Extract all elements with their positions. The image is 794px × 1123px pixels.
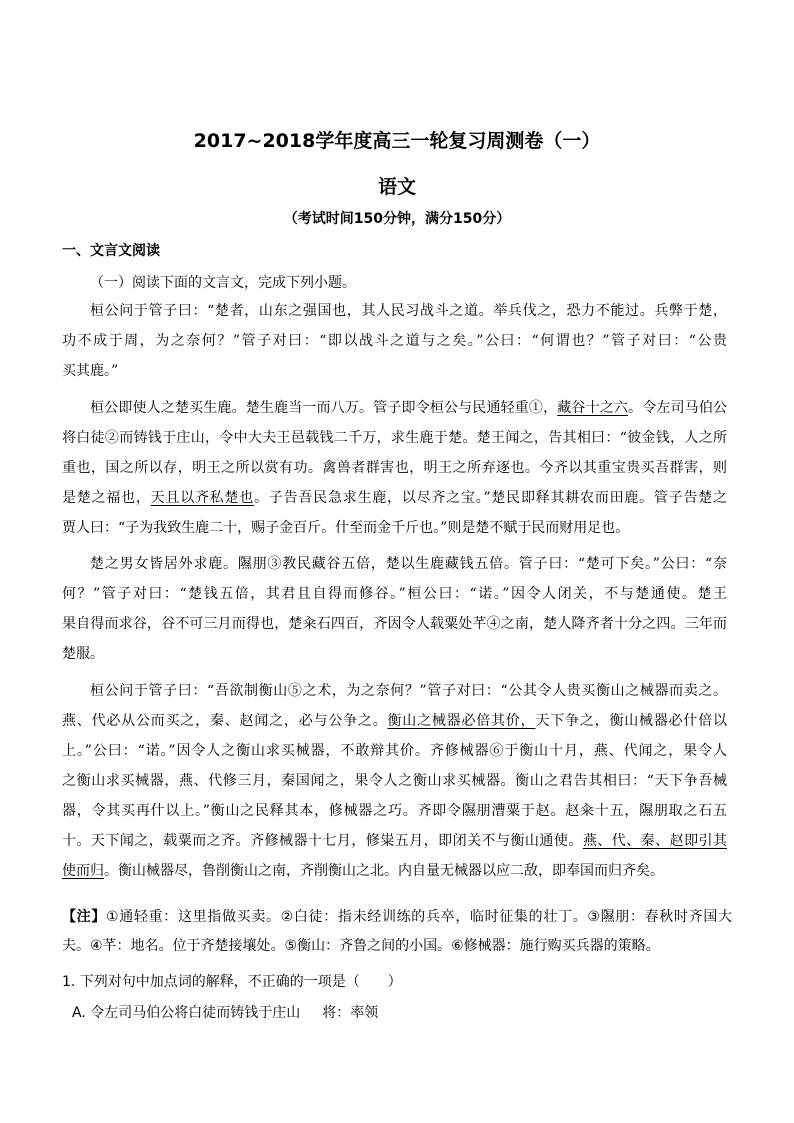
section-heading: 一、文言文阅读 (62, 243, 160, 259)
note-text: ①通轻重：这里指做买卖。②白徒：指未经训练的兵卒，临时征集的壮丁。③隰朋：春秋时齐国大 (106, 909, 732, 925)
underlined-phrase: 燕、代、秦、赵即引其 (582, 833, 727, 849)
passage-paragraph-2 (62, 393, 727, 543)
passage-line (62, 826, 727, 856)
passage-line: 何？”管子对曰：“楚钱五倍，其君且自得而修谷。”桓公曰：“诺。”因令人闭关，不与楚通使。楚王 (62, 586, 727, 602)
passage-paragraph-1 (62, 296, 727, 386)
passage-line: 桓公问于管子曰：“吾欲制衡山⑤之术，为之奈何？”管子对曰：“公其令人贵买衡山之械器而卖之。 (90, 683, 727, 699)
passage-paragraph-4 (62, 676, 727, 886)
note-line: 夫。④芊：地名。位于齐楚接壤处。⑤衡山：齐鲁之间的小国。⑥修械器：施行购买兵器的策略。 (62, 938, 660, 954)
question-1-option-a[interactable] (72, 1002, 378, 1022)
text-segment: 天下争之，衡山械器必什倍以 (535, 713, 727, 729)
text-segment: 。令左司马伯公 (628, 400, 727, 416)
passage-line (62, 856, 727, 886)
note-line (62, 903, 732, 932)
passage-line (62, 483, 727, 513)
subject-title: 语文 (377, 176, 416, 198)
passage-line: 重也，国之所以存，明王之所以赏有功。禽兽者群害也，明王之所弃逐也。今齐以其重宝贵买吾群害，则 (62, 460, 727, 476)
text-segment: 。子告吾民急求生鹿，以尽齐之宝。”楚民即释其耕农而田鹿。管子告楚之 (254, 490, 727, 506)
passage-line: 楚服。 (62, 646, 104, 662)
passage-line (62, 706, 727, 736)
exam-info: （考试时间150分钟，满分150分） (283, 211, 511, 227)
underlined-phrase: 衡山之械器必倍其价， (387, 713, 536, 729)
passage-line: 买其鹿。” (62, 363, 119, 379)
underlined-phrase: 使而归 (62, 863, 104, 879)
section-instruction: （一）阅读下面的文言文，完成下列小题。 (90, 275, 356, 291)
underlined-phrase: 天且以齐私楚也 (150, 490, 255, 506)
passage-line: 功不成于周，为之奈何？”管子对曰：“即以战斗之道与之矣。”公曰：“何谓也？”管子对曰：“公贵 (62, 333, 727, 349)
text-segment: 燕、代必从公而买之，秦、赵闻之，必与公争之。 (62, 713, 388, 729)
underlined-phrase: 藏谷十之六 (557, 400, 629, 416)
passage-line: 桓公问于管子曰：“楚者，山东之强国也，其人民习战斗之道。举兵伐之，恐力不能过。兵弊于楚， (90, 303, 727, 319)
passage-line: 楚之男女皆居外求鹿。隰朋③教民藏谷五倍，楚以生鹿藏钱五倍。管子曰：“楚可下矣。”公曰：“奈 (90, 556, 727, 572)
annotation-note (62, 903, 732, 961)
passage-line: 果自得而求谷，谷不可三月而得也，楚籴石四百，齐因令人载粟处芊④之南，楚人降齐者十分之四。三年而 (62, 616, 727, 632)
passage-line: 上。”公曰：“诺。”因令人之衡山求买械器，不敢辩其价。齐修械器⑥于衡山十月，燕、代闻之，果令人 (62, 743, 727, 759)
option-a-sentence: A. 令左司马伯公将白徒而铸钱于庄山 (72, 1005, 301, 1021)
passage-line (62, 393, 727, 423)
note-label: 【注】 (62, 909, 107, 925)
passage-line: 将白徒②而铸钱于庄山，令中大夫王邑载钱二千万，求生鹿于楚。楚王闻之，告其相曰：“彼金钱，人之所 (62, 430, 727, 446)
passage-paragraph-3 (62, 549, 727, 669)
option-a-answer: 将：率领 (322, 1005, 379, 1021)
question-1-stem: 1. 下列对句中加点词的解释，不正确的一项是（ ） (62, 974, 402, 990)
passage-line: 器，令其买再什以上。”衡山之民释其本，修械器之巧。齐即令隰朋漕粟于赵。赵籴十五，隰朋取之石五 (62, 803, 727, 819)
passage-line: 贾人曰：“子为我致生鹿二十，赐子金百斤。什至而金千斤也。”则是楚不赋于民而财用足也。 (62, 520, 630, 536)
text-segment: 。衡山械器尽，鲁削衡山之南，齐削衡山之北。内自量无械器以应二敌，即奉国而归齐矣。 (104, 863, 664, 879)
exam-title: 2017~2018学年度高三一轮复习周测卷（一） (193, 130, 601, 152)
passage-line: 之衡山求买械器，燕、代修三月，秦国闻之，果令人之衡山求买械器。衡山之君告其相曰：“天下争吾械 (62, 773, 727, 789)
text-segment: 十。天下闻之，载粟而之齐。齐修械器十七月，修粜五月，即闭关不与衡山通使。 (62, 833, 583, 849)
text-segment: 桓公即使人之楚买生鹿。楚生鹿当一而八万。管子即令桓公与民通轻重①， (90, 400, 558, 416)
text-segment: 是楚之福也， (62, 490, 151, 506)
